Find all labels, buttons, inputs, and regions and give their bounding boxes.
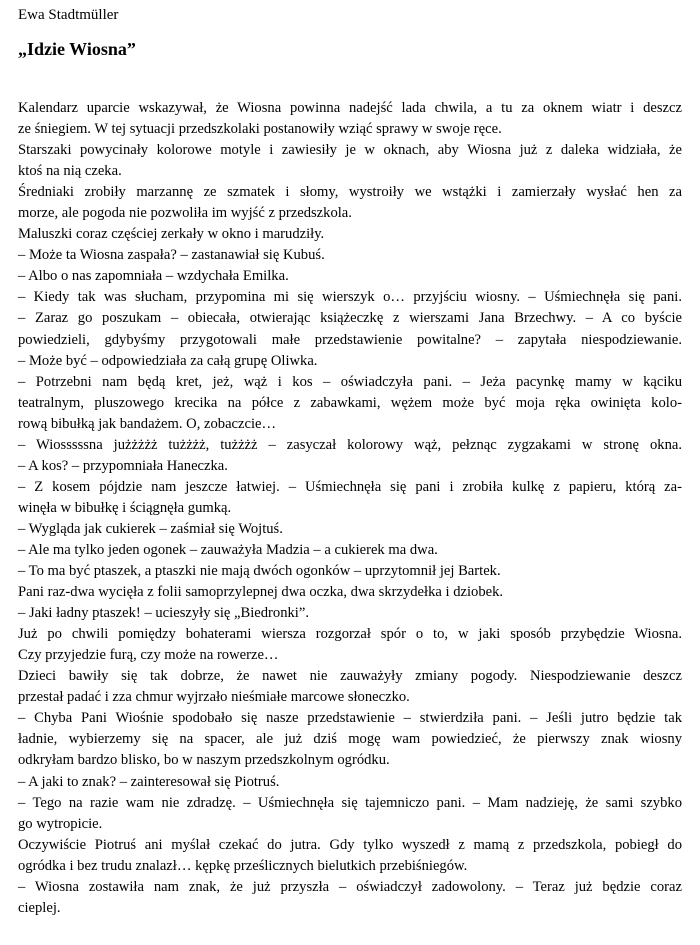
text-line: – Albo o nas zapomniała – wzdychała Emilka. <box>18 268 289 285</box>
text-line: – A kos? – przypomniała Haneczka. <box>18 457 228 474</box>
text-line: winęła w bibułkę i ściągnęła gumką. <box>18 499 232 516</box>
text-line: Kalendarz uparcie wskazywał, że Wiosna powinna nadejść lada chwila, a tu za oknem wiatr i deszcz <box>18 100 682 116</box>
text-line: cieplej. <box>18 899 61 916</box>
text-line: Dzieci bawiły się tak dobrze, że nawet nie zauważyły zmiany pogody. Niespodziewanie deszcz <box>18 668 682 685</box>
text-line: przestał padać i zza chmur wyjrzało nieśmiałe marcowe słoneczko. <box>18 689 410 706</box>
text-line: – Kiedy tak was słucham, przypomina mi się wierszyk o… przyjściu wiosny. – Uśmiechnęła się pani. <box>18 289 682 306</box>
text-line: – Tego na razie wam nie zdradzę. – Uśmiechnęła się tajemniczo pani. – Mam nadzieję, że sami szybko <box>18 794 682 811</box>
text-line: Średniaki zrobiły marzannę ze szmatek i słomy, wystroiły we wstążki i zamierzały wysłać hen za <box>18 184 682 201</box>
text-line: – Chyba Pani Wiośnie spodobało się nasze przedstawienie – stwierdziła pani. – Jeśli jutro będzie tak <box>18 710 682 727</box>
text-line: – Wiosna zostawiła nam znak, że już przyszła – oświadczył zadowolony. – Teraz już będzie coraz <box>18 878 682 895</box>
text-line: morze, ale pogoda nie pozwoliła im wyjść z przedszkola. <box>18 205 352 222</box>
text-line: teatralnym, pluszowego krecika na półce z zabawkami, wężem może być moja ręka owinięta kolo- <box>18 394 682 411</box>
text-line: – Ale ma tylko jeden ogonek – zauważyła Madzia – a cukierek ma dwa. <box>18 541 438 558</box>
text-line: ogródka i bez trudu znalazł… kępkę prześlicznych bielutkich przebiśniegów. <box>18 857 468 874</box>
text-line: ładnie, wybierzemy się na spacer, ale już dziś mogę wam powiedzieć, że pierwszy znak wiosny <box>18 731 682 748</box>
text-line: Pani raz-dwa wycięła z folii samoprzylepnej dwa oczka, dwa skrzydełka i dziobek. <box>18 584 504 601</box>
text-line: rową bibułką jak bandażem. O, zobaczcie… <box>18 415 277 432</box>
text-line: – To ma być ptaszek, a ptaszki nie mają dwóch ogonków – uprzytomnił jej Bartek. <box>18 563 501 580</box>
text-line: Czy przyjedzie furą, czy może na rowerze… <box>18 647 279 664</box>
text-line: Już po chwili pomiędzy bohaterami wiersza rozgorzał spór o to, w jaki sposób przybędzie Wiosna. <box>18 626 682 643</box>
text-line: Maluszki coraz częściej zerkały w okno i marudziły. <box>18 226 325 243</box>
author-name: Ewa Stadtmüller <box>18 7 119 23</box>
text-line: ktoś na nią czeka. <box>18 163 122 180</box>
text-line: Starszaki powycinały kolorowe motyle i zawiesiły je w oknach, aby Wiosna już z daleka widziała, że <box>18 142 682 159</box>
text-line: powiedzieli, gdybyśmy przygotowali małe przedstawienie powitalne? – zapytała niespodziewanie. <box>18 331 682 348</box>
text-line: – Może być – odpowiedziała za całą grupę Oliwka. <box>18 352 318 369</box>
text-line: – Może ta Wiosna zaspała? – zastanawiał się Kubuś. <box>18 247 325 264</box>
text-line: odkryłam bardzo blisko, bo w naszym przedszkolnym ogródku. <box>18 752 390 769</box>
text-line: Oczywiście Piotruś ani myślał czekać do jutra. Gdy tylko wyszedł z mamą z przedszkola, pobiegł do <box>18 836 682 853</box>
text-line: ze śniegiem. W tej sytuacji przedszkolaki postanowiły wziąć sprawy w swoje ręce. <box>18 121 502 138</box>
story-title: „Idzie Wiosna” <box>18 39 136 59</box>
text-line: – Potrzebni nam będą kret, jeż, wąż i kos – oświadczyła pani. – Jeża pacynkę mamy w kąciku <box>18 373 682 390</box>
text-line: – Jaki ładny ptaszek! – ucieszyły się „Biedronki”. <box>18 605 309 622</box>
text-line: go wytropicie. <box>18 815 103 832</box>
story-body <box>18 98 682 919</box>
text-line: – Wiosssssna jużżżżż tużżżż, tużżżż – zasyczał kolorowy wąż, pełznąc zygzakami w stronę okna. <box>18 436 682 453</box>
text-line: – Z kosem pójdzie nam jeszcze łatwiej. – Uśmiechnęła się pani i zrobiła kulkę z papieru, którą za- <box>18 478 682 495</box>
text-line: – A jaki to znak? – zainteresował się Piotruś. <box>18 773 280 790</box>
text-line: – Zaraz go poszukam – obiecała, otwierając książeczkę z wierszami Jana Brzechwy. – A co byście <box>18 310 682 327</box>
text-line: – Wygląda jak cukierek – zaśmiał się Wojtuś. <box>18 520 283 537</box>
